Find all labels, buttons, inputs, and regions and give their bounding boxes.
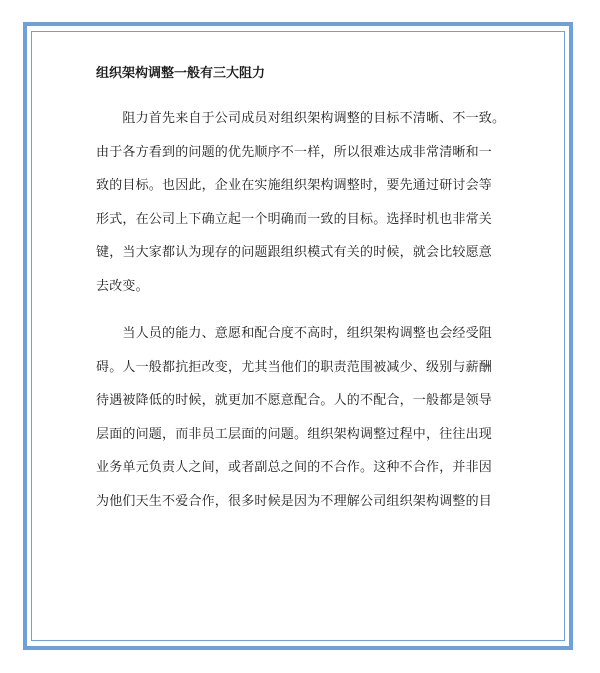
text-line: 键，当大家都认为现存的问题跟组织模式有关的时候，就会比较愿意 xyxy=(96,245,493,260)
text-line: 由于各方看到的问题的优先顺序不一样，所以很难达成非常清晰和一 xyxy=(96,144,493,160)
article-title: 组织架构调整一般有三大阻力 xyxy=(96,66,266,81)
article-body xyxy=(96,60,516,518)
text-line: 待遇被降低的时候，就更加不愿意配合。人的不配合，一般都是领导 xyxy=(96,393,493,408)
text-line: 当人员的能力、意愿和配合度不高时，组织架构调整也会经受阻 xyxy=(96,326,493,341)
text-line: 业务单元负责人之间，或者副总之间的不合作。这种不合作，并非因 xyxy=(96,460,493,475)
text-line: 层面的问题，而非员工层面的问题。组织架构调整过程中，往往出现 xyxy=(96,426,493,442)
text-line: 去改变。 xyxy=(96,278,149,294)
text-line: 为他们天生不爱合作，很多时候是因为不理解公司组织架构调整的目 xyxy=(96,493,493,509)
text-line: 形式，在公司上下确立起一个明确而一致的目标。选择时机也非常关 xyxy=(96,211,493,227)
paragraph-1 xyxy=(96,102,516,303)
text-line: 阻力首先来自于公司成员对组织架构调整的目标不清晰、不一致。 xyxy=(96,111,506,126)
text-line: 碍。人一般都抗拒改变，尤其当他们的职责范围被减少、级别与薪酬 xyxy=(96,359,493,375)
paragraph-2 xyxy=(96,317,516,518)
text-line: 致的目标。也因此，企业在实施组织架构调整时，要先通过研讨会等 xyxy=(96,178,493,193)
